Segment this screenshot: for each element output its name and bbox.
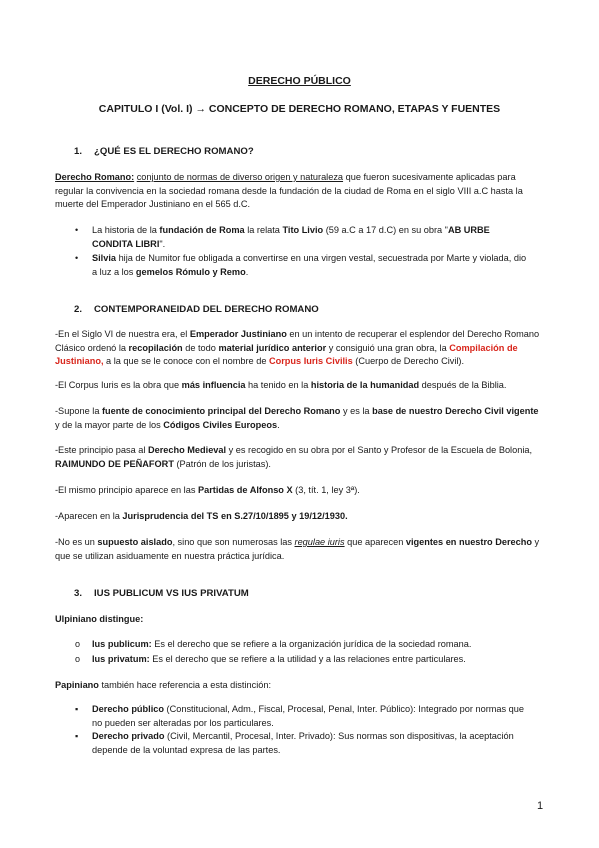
page-number: 1 [537,800,544,812]
paragraph: -El mismo principio aparece en las Partidas de Alfonso X (3, tít. 1, ley 3ª). [55,485,360,495]
papiniano-paragraph: Papiniano también hace referencia a esta distinción: [55,680,272,690]
paragraph: -El Corpus Iuris es la obra que más influencia ha tenido en la historia de la humanidad después de la Biblia. [55,380,507,390]
derecho-romano-definition: Derecho Romano: conjunto de normas de diverso origen y naturaleza que fueron sucesivamente aplicadas para regular la convivencia en la sociedad romana desde la fundación de la ciudad de Roma en el siglo VIII a.C hasta la muerte del Emperador Justiniano en el 565 d.C. [55,172,523,209]
section-2-heading: 2. CONTEMPORANEIDAD DEL DERECHO ROMANO [74,304,319,315]
section-3-heading: 3. IUS PUBLICUM VS IUS PRIVATUM [74,588,249,599]
chapter-title: CAPITULO I (Vol. I) → CONCEPTO DE DERECHO ROMANO, ETAPAS Y FUENTES [98,103,501,115]
paragraph: -No es un supuesto aislado, sino que son numerosas las regulae iuris que aparecen vigentes en nuestro Derecho y que se utilizan asiduamente en nuestra práctica jurídica. [55,537,540,561]
list-item: o Ius publicum: Es el derecho que se refiere a la organización jurídica de la sociedad romana. [92,638,532,652]
square-bullet-icon: ▪ [75,704,79,714]
paragraph: -Este principio pasa al Derecho Medieval y es recogido en su obra por el Santo y Profesor de la Escuela de Bolonia, RAIMUNDO DE PEÑAFORT (Patrón de los juristas). [55,445,533,469]
ulpiniano-label: Ulpiniano distingue: [55,614,144,624]
circle-bullet-icon: o [75,639,81,649]
paragraph: -Supone la fuente de conocimiento principal del Derecho Romano y es la base de nuestro Derecho Civil vigente y de la mayor parte de los Códigos Civiles Europeos. [55,406,539,430]
list-item: • La historia de la fundación de Roma la relata Tito Livio (59 a.C a 17 d.C) en su obra "AB URBE CONDITA LIBRI". [75,225,490,249]
paragraph: -Aparecen en la Jurisprudencia del TS en S.27/10/1895 y 19/12/1930. [55,511,348,521]
section-1-heading: 1. ¿QUÉ ES EL DERECHO ROMANO? [74,146,254,157]
list-item: • Silvia hija de Numitor fue obligada a convertirse en una virgen vestal, secuestrada por Marte y violada, dio a luz a los gemelos Rómulo y Remo. [75,253,527,277]
square-bullet-icon: ▪ [75,731,79,741]
circle-bullet-icon: o [75,654,81,664]
document-title: DERECHO PÚBLICO [248,75,351,87]
arrow-icon: → [195,103,206,115]
bullet-icon: • [75,253,79,263]
paragraph: -En el Siglo VI de nuestra era, el Emperador Justiniano en un intento de recuperar el esplendor del Derecho Romano Clásico ordenó la recopilación de todo material jurídico anterior y consiguió una gran obra, la Compilación de Justiniano, a la que se le conoce con el nombre de Corpus Iuris Civilis (Cuerpo de Derecho Civil). [55,329,540,366]
list-item: ▪ Derecho privado (Civil, Mercantil, Procesal, Inter. Privado): Sus normas son dispositivas, la aceptación depende de la voluntad expresa de las partes. [75,731,514,755]
list-item: ▪ Derecho público (Constitucional, Adm., Fiscal, Procesal, Penal, Inter. Público): Integrado por normas que no pueden ser alteradas por los particulares. [75,704,525,728]
list-item: o Ius privatum: Es el derecho que se refiere a la utilidad y a las relaciones entre particulares. [92,653,532,667]
bullet-icon: • [75,225,79,235]
